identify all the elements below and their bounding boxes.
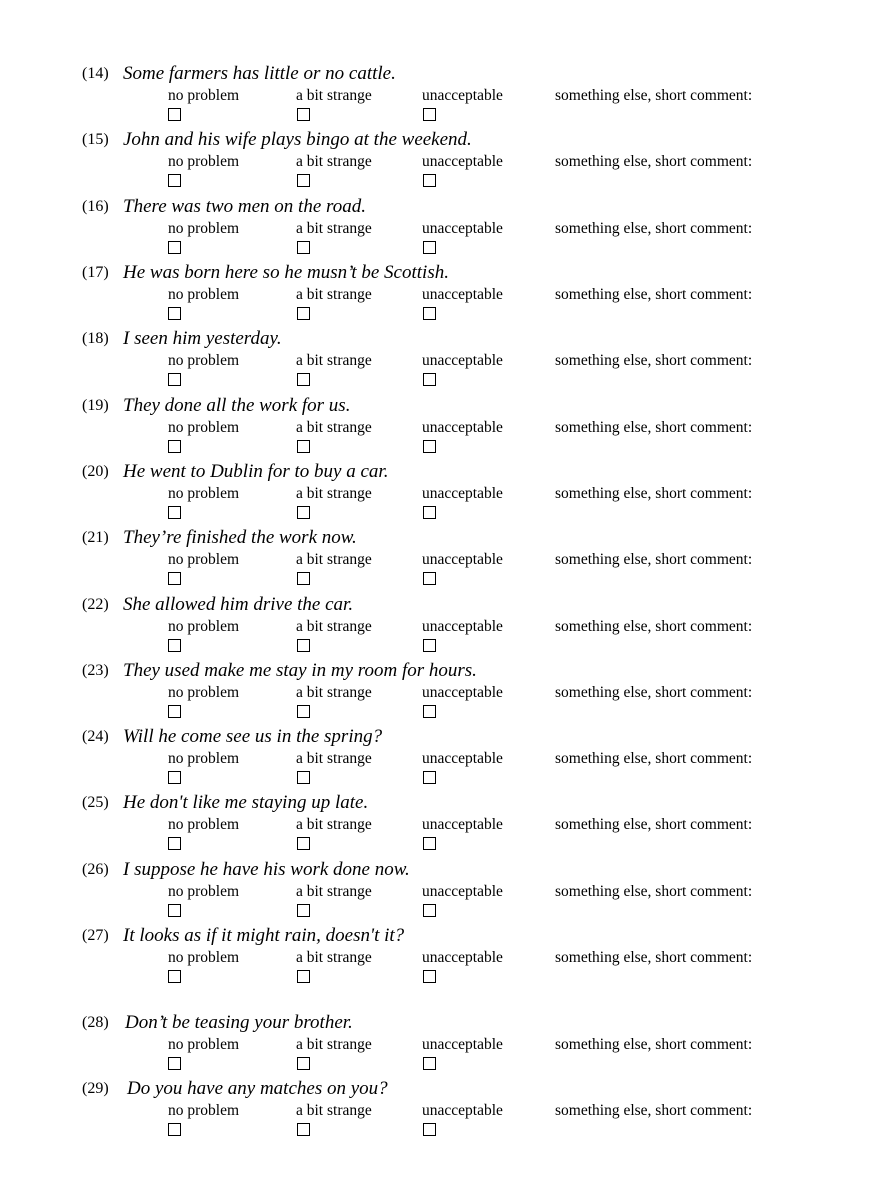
checkbox-a-bit-strange[interactable]	[297, 1123, 310, 1136]
option-label-something-else: something else, short comment:	[555, 684, 753, 701]
option-label-something-else: something else, short comment:	[555, 220, 753, 237]
checkbox-no-problem[interactable]	[168, 771, 181, 784]
question-number: (19)	[82, 397, 109, 414]
option-label-something-else: something else, short comment:	[555, 485, 753, 502]
checkbox-no-problem[interactable]	[168, 506, 181, 519]
checkbox-a-bit-strange[interactable]	[297, 108, 310, 121]
question-number: (21)	[82, 529, 109, 546]
option-label-unacceptable: unacceptable	[422, 485, 503, 502]
checkbox-no-problem[interactable]	[168, 1057, 181, 1070]
checkbox-no-problem[interactable]	[168, 705, 181, 718]
question-18	[0, 328, 876, 394]
option-label-a-bit-strange: a bit strange	[296, 220, 372, 237]
question-14	[0, 63, 876, 129]
option-label-something-else: something else, short comment:	[555, 419, 753, 436]
option-label-no-problem: no problem	[168, 286, 240, 303]
checkbox-no-problem[interactable]	[168, 174, 181, 187]
option-label-something-else: something else, short comment:	[555, 551, 753, 568]
option-label-no-problem: no problem	[168, 419, 240, 436]
option-label-no-problem: no problem	[168, 485, 240, 502]
question-sentence: She allowed him drive the car.	[123, 594, 354, 615]
option-label-unacceptable: unacceptable	[422, 153, 503, 170]
option-label-unacceptable: unacceptable	[422, 1036, 503, 1053]
option-label-no-problem: no problem	[168, 750, 240, 767]
checkbox-unacceptable[interactable]	[423, 1057, 436, 1070]
option-label-unacceptable: unacceptable	[422, 551, 503, 568]
checkbox-a-bit-strange[interactable]	[297, 639, 310, 652]
question-number: (16)	[82, 198, 109, 215]
question-sentence: Some farmers has little or no cattle.	[123, 63, 396, 84]
question-sentence: They done all the work for us.	[123, 395, 351, 416]
checkbox-no-problem[interactable]	[168, 307, 181, 320]
option-label-something-else: something else, short comment:	[555, 816, 753, 833]
question-sentence: They’re finished the work now.	[123, 527, 357, 548]
checkbox-a-bit-strange[interactable]	[297, 837, 310, 850]
option-label-unacceptable: unacceptable	[422, 684, 503, 701]
option-label-something-else: something else, short comment:	[555, 286, 753, 303]
checkbox-unacceptable[interactable]	[423, 440, 436, 453]
option-label-a-bit-strange: a bit strange	[296, 816, 372, 833]
option-label-something-else: something else, short comment:	[555, 949, 753, 966]
question-17	[0, 262, 876, 328]
option-label-no-problem: no problem	[168, 684, 240, 701]
option-label-something-else: something else, short comment:	[555, 153, 753, 170]
checkbox-no-problem[interactable]	[168, 1123, 181, 1136]
checkbox-no-problem[interactable]	[168, 639, 181, 652]
option-label-something-else: something else, short comment:	[555, 87, 753, 104]
checkbox-unacceptable[interactable]	[423, 174, 436, 187]
question-sentence: He don't like me staying up late.	[123, 792, 369, 813]
option-label-no-problem: no problem	[168, 618, 240, 635]
question-16	[0, 196, 876, 262]
checkbox-no-problem[interactable]	[168, 572, 181, 585]
checkbox-unacceptable[interactable]	[423, 572, 436, 585]
question-sentence: They used make me stay in my room for hours.	[123, 660, 477, 681]
option-label-a-bit-strange: a bit strange	[296, 618, 372, 635]
question-sentence: Will he come see us in the spring?	[123, 726, 383, 747]
question-number: (25)	[82, 794, 109, 811]
question-20	[0, 461, 876, 527]
option-label-a-bit-strange: a bit strange	[296, 949, 372, 966]
question-22	[0, 594, 876, 660]
option-label-a-bit-strange: a bit strange	[296, 750, 372, 767]
question-sentence: He was born here so he musn’t be Scottish.	[123, 262, 449, 283]
option-label-a-bit-strange: a bit strange	[296, 485, 372, 502]
question-23	[0, 660, 876, 726]
option-label-something-else: something else, short comment:	[555, 618, 753, 635]
option-label-unacceptable: unacceptable	[422, 352, 503, 369]
option-label-a-bit-strange: a bit strange	[296, 352, 372, 369]
option-label-something-else: something else, short comment:	[555, 1102, 753, 1119]
question-number: (20)	[82, 463, 109, 480]
option-label-no-problem: no problem	[168, 153, 240, 170]
option-label-no-problem: no problem	[168, 1102, 240, 1119]
checkbox-unacceptable[interactable]	[423, 241, 436, 254]
option-label-a-bit-strange: a bit strange	[296, 286, 372, 303]
checkbox-a-bit-strange[interactable]	[297, 373, 310, 386]
question-19	[0, 395, 876, 461]
checkbox-a-bit-strange[interactable]	[297, 1057, 310, 1070]
question-sentence: I suppose he have his work done now.	[123, 859, 410, 880]
question-number: (27)	[82, 927, 109, 944]
option-label-a-bit-strange: a bit strange	[296, 87, 372, 104]
question-29	[0, 1078, 876, 1144]
checkbox-unacceptable[interactable]	[423, 705, 436, 718]
option-label-no-problem: no problem	[168, 87, 240, 104]
question-number: (24)	[82, 728, 109, 745]
option-label-a-bit-strange: a bit strange	[296, 1036, 372, 1053]
checkbox-a-bit-strange[interactable]	[297, 174, 310, 187]
checkbox-a-bit-strange[interactable]	[297, 241, 310, 254]
question-number: (14)	[82, 65, 109, 82]
question-sentence: He went to Dublin for to buy a car.	[123, 461, 389, 482]
option-label-unacceptable: unacceptable	[422, 286, 503, 303]
question-sentence: I seen him yesterday.	[123, 328, 282, 349]
checkbox-no-problem[interactable]	[168, 837, 181, 850]
question-number: (18)	[82, 330, 109, 347]
option-label-something-else: something else, short comment:	[555, 883, 753, 900]
checkbox-no-problem[interactable]	[168, 904, 181, 917]
question-21	[0, 527, 876, 593]
option-label-a-bit-strange: a bit strange	[296, 684, 372, 701]
option-label-unacceptable: unacceptable	[422, 949, 503, 966]
option-label-unacceptable: unacceptable	[422, 883, 503, 900]
checkbox-a-bit-strange[interactable]	[297, 572, 310, 585]
question-sentence: It looks as if it might rain, doesn't it?	[123, 925, 405, 946]
question-sentence: Don’t be teasing your brother.	[125, 1012, 353, 1033]
checkbox-a-bit-strange[interactable]	[297, 970, 310, 983]
question-sentence: John and his wife plays bingo at the weekend.	[123, 129, 472, 150]
question-number: (22)	[82, 596, 109, 613]
checkbox-unacceptable[interactable]	[423, 837, 436, 850]
question-26	[0, 859, 876, 925]
question-sentence: There was two men on the road.	[123, 196, 366, 217]
checkbox-unacceptable[interactable]	[423, 108, 436, 121]
option-label-no-problem: no problem	[168, 551, 240, 568]
checkbox-unacceptable[interactable]	[423, 771, 436, 784]
question-number: (28)	[82, 1014, 109, 1031]
question-number: (23)	[82, 662, 109, 679]
option-label-something-else: something else, short comment:	[555, 1036, 753, 1053]
question-number: (29)	[82, 1080, 109, 1097]
option-label-no-problem: no problem	[168, 816, 240, 833]
question-27	[0, 925, 876, 991]
option-label-a-bit-strange: a bit strange	[296, 1102, 372, 1119]
checkbox-no-problem[interactable]	[168, 373, 181, 386]
question-24	[0, 726, 876, 792]
checkbox-a-bit-strange[interactable]	[297, 771, 310, 784]
checkbox-a-bit-strange[interactable]	[297, 440, 310, 453]
question-sentence: Do you have any matches on you?	[127, 1078, 388, 1099]
checkbox-unacceptable[interactable]	[423, 373, 436, 386]
option-label-something-else: something else, short comment:	[555, 750, 753, 767]
question-number: (26)	[82, 861, 109, 878]
checkbox-a-bit-strange[interactable]	[297, 904, 310, 917]
checkbox-unacceptable[interactable]	[423, 904, 436, 917]
option-label-unacceptable: unacceptable	[422, 1102, 503, 1119]
checkbox-a-bit-strange[interactable]	[297, 307, 310, 320]
question-number: (17)	[82, 264, 109, 281]
checkbox-no-problem[interactable]	[168, 108, 181, 121]
option-label-unacceptable: unacceptable	[422, 750, 503, 767]
option-label-unacceptable: unacceptable	[422, 220, 503, 237]
option-label-no-problem: no problem	[168, 949, 240, 966]
checkbox-unacceptable[interactable]	[423, 1123, 436, 1136]
option-label-no-problem: no problem	[168, 883, 240, 900]
option-label-unacceptable: unacceptable	[422, 419, 503, 436]
checkbox-a-bit-strange[interactable]	[297, 506, 310, 519]
question-15	[0, 129, 876, 195]
option-label-unacceptable: unacceptable	[422, 87, 503, 104]
option-label-a-bit-strange: a bit strange	[296, 153, 372, 170]
question-number: (15)	[82, 131, 109, 148]
checkbox-unacceptable[interactable]	[423, 307, 436, 320]
checkbox-no-problem[interactable]	[168, 440, 181, 453]
option-label-something-else: something else, short comment:	[555, 352, 753, 369]
option-label-a-bit-strange: a bit strange	[296, 883, 372, 900]
question-28	[0, 1012, 876, 1078]
checkbox-a-bit-strange[interactable]	[297, 705, 310, 718]
question-25	[0, 792, 876, 858]
option-label-unacceptable: unacceptable	[422, 618, 503, 635]
option-label-a-bit-strange: a bit strange	[296, 419, 372, 436]
option-label-no-problem: no problem	[168, 1036, 240, 1053]
checkbox-unacceptable[interactable]	[423, 970, 436, 983]
checkbox-unacceptable[interactable]	[423, 639, 436, 652]
option-label-no-problem: no problem	[168, 352, 240, 369]
option-label-no-problem: no problem	[168, 220, 240, 237]
option-label-a-bit-strange: a bit strange	[296, 551, 372, 568]
checkbox-no-problem[interactable]	[168, 970, 181, 983]
checkbox-unacceptable[interactable]	[423, 506, 436, 519]
checkbox-no-problem[interactable]	[168, 241, 181, 254]
option-label-unacceptable: unacceptable	[422, 816, 503, 833]
